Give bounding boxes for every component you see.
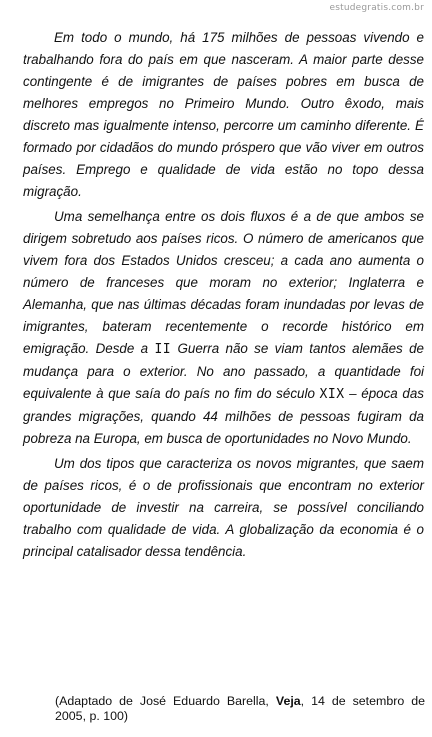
citation-suffix: , 14 de setembro de 2005, p. 100) bbox=[55, 694, 425, 723]
roman-numeral-ii: II bbox=[154, 342, 172, 357]
citation bbox=[55, 694, 425, 724]
article-text bbox=[23, 27, 424, 566]
paragraph-3: Um dos tipos que caracteriza os novos migrantes, que saem de países ricos, é o de profissionais que encontram no exterior oportunidade de investir na carreira, se possível conciliando trabalho com qualidade de vida. A globalização da economia é o principal catalisador dessa tendência. bbox=[23, 456, 424, 559]
roman-numeral-xix: XIX bbox=[319, 387, 345, 402]
paragraph-2-part-b: Guerra não se viam tantos alemães de mudança para o exterior. No ano passado, a quantidade foi equivalente à que saía do país no fim do século bbox=[23, 341, 424, 401]
paragraph-2-part-a: Uma semelhança entre os dois fluxos é a de que ambos se dirigem sobretudo aos países ricos. O número de americanos que vivem fora dos Estados Unidos cresceu; a cada ano aumenta o número de franceses que moram no exterior; Inglaterra e Alemanha, que nas últimas décadas foram inundadas por levas de imigrantes, bateram recentemente o recorde histórico em emigração. Desde a bbox=[23, 209, 424, 356]
citation-source: Veja bbox=[275, 694, 301, 708]
paragraph-2 bbox=[23, 206, 424, 450]
watermark: estudegratis.com.br bbox=[329, 3, 424, 13]
paragraph-1: Em todo o mundo, há 175 milhões de pessoas vivendo e trabalhando fora do país em que nasceram. A maior parte desse contingente é de imigrantes de países pobres em busca de melhores empregos no Primeiro Mundo. Outro êxodo, mais discreto mas igualmente intenso, percorre um caminho diferente. É formado por cidadãos do mundo próspero que vão viver em outros países. Emprego e qualidade de vida estão no topo dessa migração. bbox=[23, 30, 424, 199]
citation-prefix: (Adaptado de José Eduardo Barella, bbox=[55, 694, 269, 708]
paragraph-2-part-c: – época das grandes migrações, quando 44 milhões de pessoas fugiram da pobreza na Europa, em busca de oportunidades no Novo Mundo. bbox=[23, 386, 424, 446]
